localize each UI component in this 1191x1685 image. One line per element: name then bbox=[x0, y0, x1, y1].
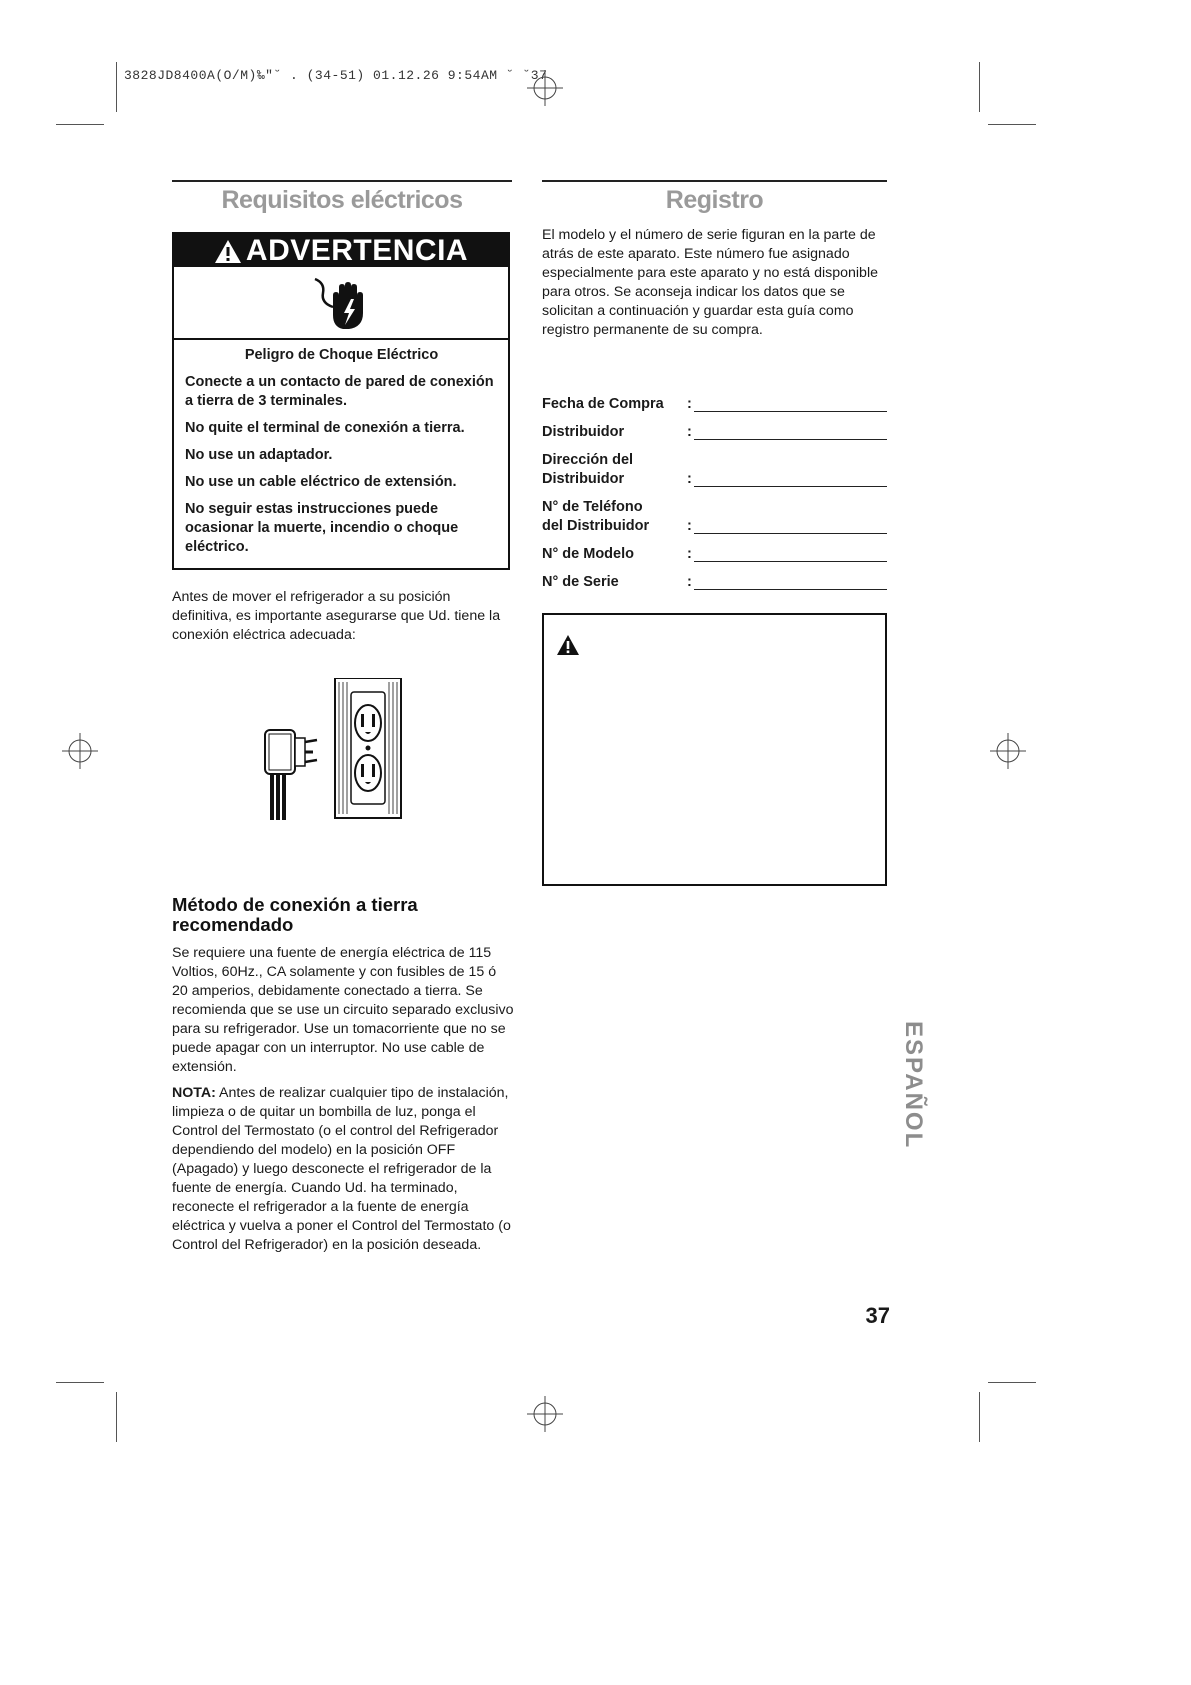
registration-mark-icon bbox=[527, 70, 563, 106]
form-label: Fecha de Compra bbox=[542, 396, 664, 412]
crop-mark bbox=[979, 1392, 980, 1442]
section-title-electrical: Requisitos eléctricos bbox=[221, 186, 463, 214]
crop-mark bbox=[988, 124, 1036, 125]
crop-mark bbox=[56, 1382, 104, 1383]
form-row-dealer-phone: N° de Teléfono del Distribuidor : bbox=[542, 498, 887, 536]
electric-shock-hand-icon bbox=[311, 273, 371, 333]
grounding-paragraph bbox=[172, 944, 514, 1262]
form-label: Distribuidor bbox=[542, 424, 625, 440]
crop-mark bbox=[56, 124, 104, 125]
print-slug: 3828JD8400A(O/M)‰"˘ . (34-51) 01.12.26 9:54AM ˘ ˘37 bbox=[124, 68, 548, 83]
warning-item: Conecte a un contacto de pared de conexión a tierra de 3 terminales. bbox=[185, 374, 494, 409]
form-label: Dirección del Distribuidor bbox=[542, 452, 634, 487]
dealer-phone-field[interactable] bbox=[694, 533, 887, 534]
three-prong-plug-icon bbox=[265, 730, 317, 820]
form-label: N° de Modelo bbox=[542, 546, 634, 562]
form-label: N° de Serie bbox=[542, 574, 619, 590]
crop-mark bbox=[116, 62, 117, 112]
form-row-dealer: Distribuidor : bbox=[542, 423, 887, 442]
grounding-method-heading: Método de conexión a tierra recomendado bbox=[172, 894, 418, 935]
warning-triangle-icon bbox=[556, 634, 580, 656]
crop-mark bbox=[116, 1392, 117, 1442]
registration-mark-icon bbox=[990, 733, 1026, 769]
caution-box bbox=[542, 613, 887, 886]
page-number: 37 bbox=[865, 1303, 890, 1328]
warning-header-label: ADVERTENCIA bbox=[245, 233, 469, 267]
registration-mark-icon bbox=[527, 1396, 563, 1432]
wall-outlet-icon bbox=[335, 678, 401, 818]
language-tab bbox=[898, 1000, 928, 1170]
requirements-text: Se requiere una fuente de energía eléctrica de 115 Voltios, 60Hz., CA solamente y con fusibles de 15 ó 20 amperios, debidamente conectado a tierra. Se recomienda que se use un circuito separado exclusivo para su refrigerador. Use un tomacorriente que no se puede apagar con un interruptor. No use cable de extensión. bbox=[172, 945, 514, 1075]
crop-mark bbox=[988, 1382, 1036, 1383]
warning-box bbox=[172, 232, 510, 570]
warning-item: No quite el terminal de conexión a tierra. bbox=[185, 420, 465, 436]
warning-item: No use un cable eléctrico de extensión. bbox=[185, 474, 457, 490]
section-rule bbox=[172, 180, 512, 182]
warning-item: No use un adaptador. bbox=[185, 447, 333, 463]
form-label: N° de Teléfono del Distribuidor bbox=[542, 499, 650, 534]
dealer-field[interactable] bbox=[694, 439, 887, 440]
dealer-address-field[interactable] bbox=[694, 486, 887, 487]
section-title-registration: Registro bbox=[665, 186, 764, 214]
note-paragraph bbox=[172, 1084, 514, 1255]
grounded-outlet-illustration bbox=[255, 678, 415, 822]
warning-item: No seguir estas instrucciones puede ocasionar la muerte, incendio o choque eléctrico. bbox=[185, 501, 459, 555]
purchase-date-field[interactable] bbox=[694, 411, 887, 412]
section-rule bbox=[542, 180, 887, 182]
warning-header bbox=[174, 234, 508, 267]
registration-mark-icon bbox=[62, 733, 98, 769]
form-row-model-number: N° de Modelo : bbox=[542, 545, 887, 564]
note-label: NOTA: bbox=[172, 1085, 216, 1101]
form-row-dealer-address: Dirección del Distribuidor : bbox=[542, 451, 887, 489]
model-number-field[interactable] bbox=[694, 561, 887, 562]
registration-intro: El modelo y el número de serie figuran en la parte de atrás de este aparato. Este número fue asignado especialmente para este aparato y no está disponible para otros. Se aconseja indicar los datos que se solicitan a continuación y guardar esta guía como registro permanente de su compra. bbox=[542, 227, 878, 338]
form-row-serial-number: N° de Serie : bbox=[542, 573, 887, 592]
intro-paragraph: Antes de mover el refrigerador a su posición definitiva, es importante asegurarse que Ud. tiene la conexión eléctrica adecuada: bbox=[172, 589, 501, 643]
warning-triangle-icon bbox=[214, 238, 242, 264]
crop-mark bbox=[979, 62, 980, 112]
hazard-title: Peligro de Choque Eléctrico bbox=[244, 347, 439, 363]
language-tab-label: ESPAÑOL bbox=[900, 1020, 927, 1150]
form-row-purchase-date: Fecha de Compra : bbox=[542, 395, 887, 414]
serial-number-field[interactable] bbox=[694, 589, 887, 590]
note-text: Antes de realizar cualquier tipo de instalación, limpieza o de quitar un bombilla de luz, ponga el Control del Termostato (o el control del Refrigerador dependiendo del modelo) en la posición OFF (Apagado) y luego desconecte el refrigerador de la fuente de energía. Cuando Ud. ha terminado, reconecte el refrigerador a la fuente de energía eléctrica y vuelva a poner el Control del Termostato (o Control del Refrigerador) en la posición deseada. bbox=[172, 1085, 511, 1253]
